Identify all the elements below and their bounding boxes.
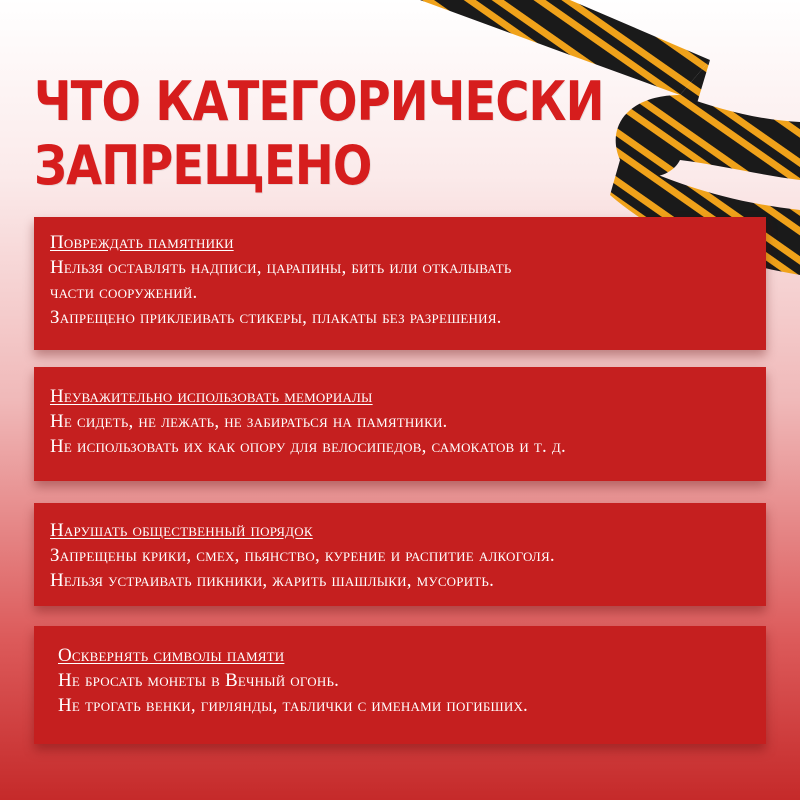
rule-card-title: Нарушать общественный порядок <box>50 520 313 541</box>
rule-card-line: Запрещено приклеивать стикеры, плакаты без разрешения. <box>50 307 502 328</box>
rule-card-line: части сооружений. <box>50 282 198 303</box>
rule-card-line: Не использовать их как опору для велосипедов, самокатов и т. д. <box>50 436 566 457</box>
rule-card-line: Запрещены крики, смех, пьянство, курение и распитие алкоголя. <box>50 545 555 566</box>
rule-card-desecrate-symbols <box>34 626 766 744</box>
page-title-line-2: ЗАПРЕЩЕНО <box>34 134 372 197</box>
page-title <box>34 70 604 198</box>
page-title-line-1: ЧТО КАТЕГОРИЧЕСКИ <box>34 70 604 133</box>
rule-card-line: Не трогать венки, гирлянды, таблички с именами погибших. <box>58 695 528 716</box>
rule-card-damage-monuments <box>34 217 766 350</box>
rule-card-line: Не бросать монеты в Вечный огонь. <box>58 670 340 691</box>
rule-card-line: Нельзя устраивать пикники, жарить шашлыки, мусорить. <box>50 570 495 591</box>
rule-card-line: Нельзя оставлять надписи, царапины, бить или откалывать <box>50 257 512 278</box>
rule-card-public-order <box>34 503 766 606</box>
rule-card-line: Не сидеть, не лежать, не забираться на памятники. <box>50 411 448 432</box>
rule-card-title: Повреждать памятники <box>50 232 234 253</box>
rule-card-title: Осквернять символы памяти <box>58 645 285 666</box>
rule-card-disrespect-memorials <box>34 367 766 481</box>
rule-card-title: Неуважительно использовать мемориалы <box>50 386 373 407</box>
